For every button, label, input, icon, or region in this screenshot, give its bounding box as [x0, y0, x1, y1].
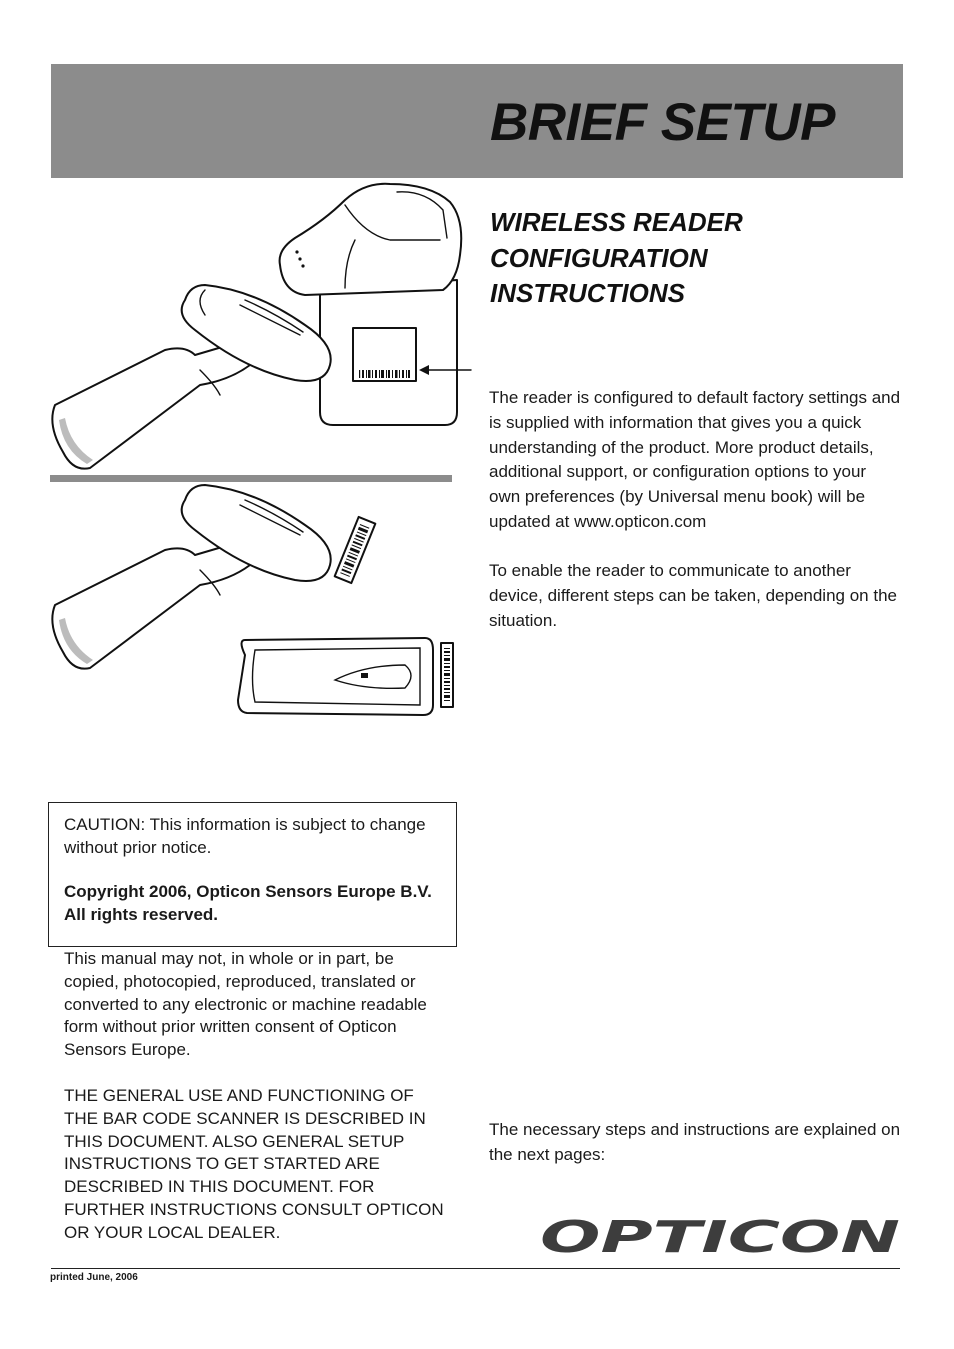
general-notice: THE GENERAL USE AND FUNCTIONING OF THE BAR CODE SCANNER IS DESCRIBED IN THIS DOCUMENT. ALSO GENERAL SETUP INSTRUCTIONS TO GET STARTED ARE DESCRIBED IN THIS DOCUMENT. FOR FURTHER INSTRUCTIONS CONSULT OPTICON OR YOUR LOCAL DEALER. — [64, 1086, 444, 1242]
page-subtitle: WIRELESS READER CONFIGURATION INSTRUCTIONS — [490, 207, 743, 308]
intro-paragraph: The reader is configured to default factory settings and is supplied with information that gives you a quick understanding of the product. More product details, additional support, or configuration options to your own preferences (by Universal menu book) will be updated at www.opticon.com — [489, 388, 901, 531]
scanner-cradle-illustration — [45, 180, 475, 475]
enable-paragraph: To enable the reader to communicate to another device, different steps can be taken, depending on the situation. — [489, 561, 897, 630]
logo-text: OPTICON — [540, 1215, 900, 1257]
page-title: BRIEF SETUP — [490, 93, 835, 152]
steps-paragraph: The necessary steps and instructions are explained on the next pages: — [489, 1120, 901, 1164]
scanned-barcode-icon — [335, 517, 376, 583]
footer-rule — [51, 1268, 900, 1269]
printed-date: printed June, 2006 — [50, 1272, 138, 1283]
opticon-logo — [540, 1215, 902, 1257]
copyright-notice: Copyright 2006, Opticon Sensors Europe B.V. All rights reserved. — [64, 882, 432, 924]
cradle-side-barcode-icon — [441, 643, 453, 707]
caution-notice: CAUTION: This information is subject to change without prior notice. — [64, 815, 426, 857]
scanner-reading-illustration — [45, 480, 475, 720]
legal-notice: This manual may not, in whole or in part, be copied, photocopied, reproduced, translated or converted to any electronic or machine readable form without prior written consent of Opticon Sensors Europe. — [64, 949, 427, 1060]
